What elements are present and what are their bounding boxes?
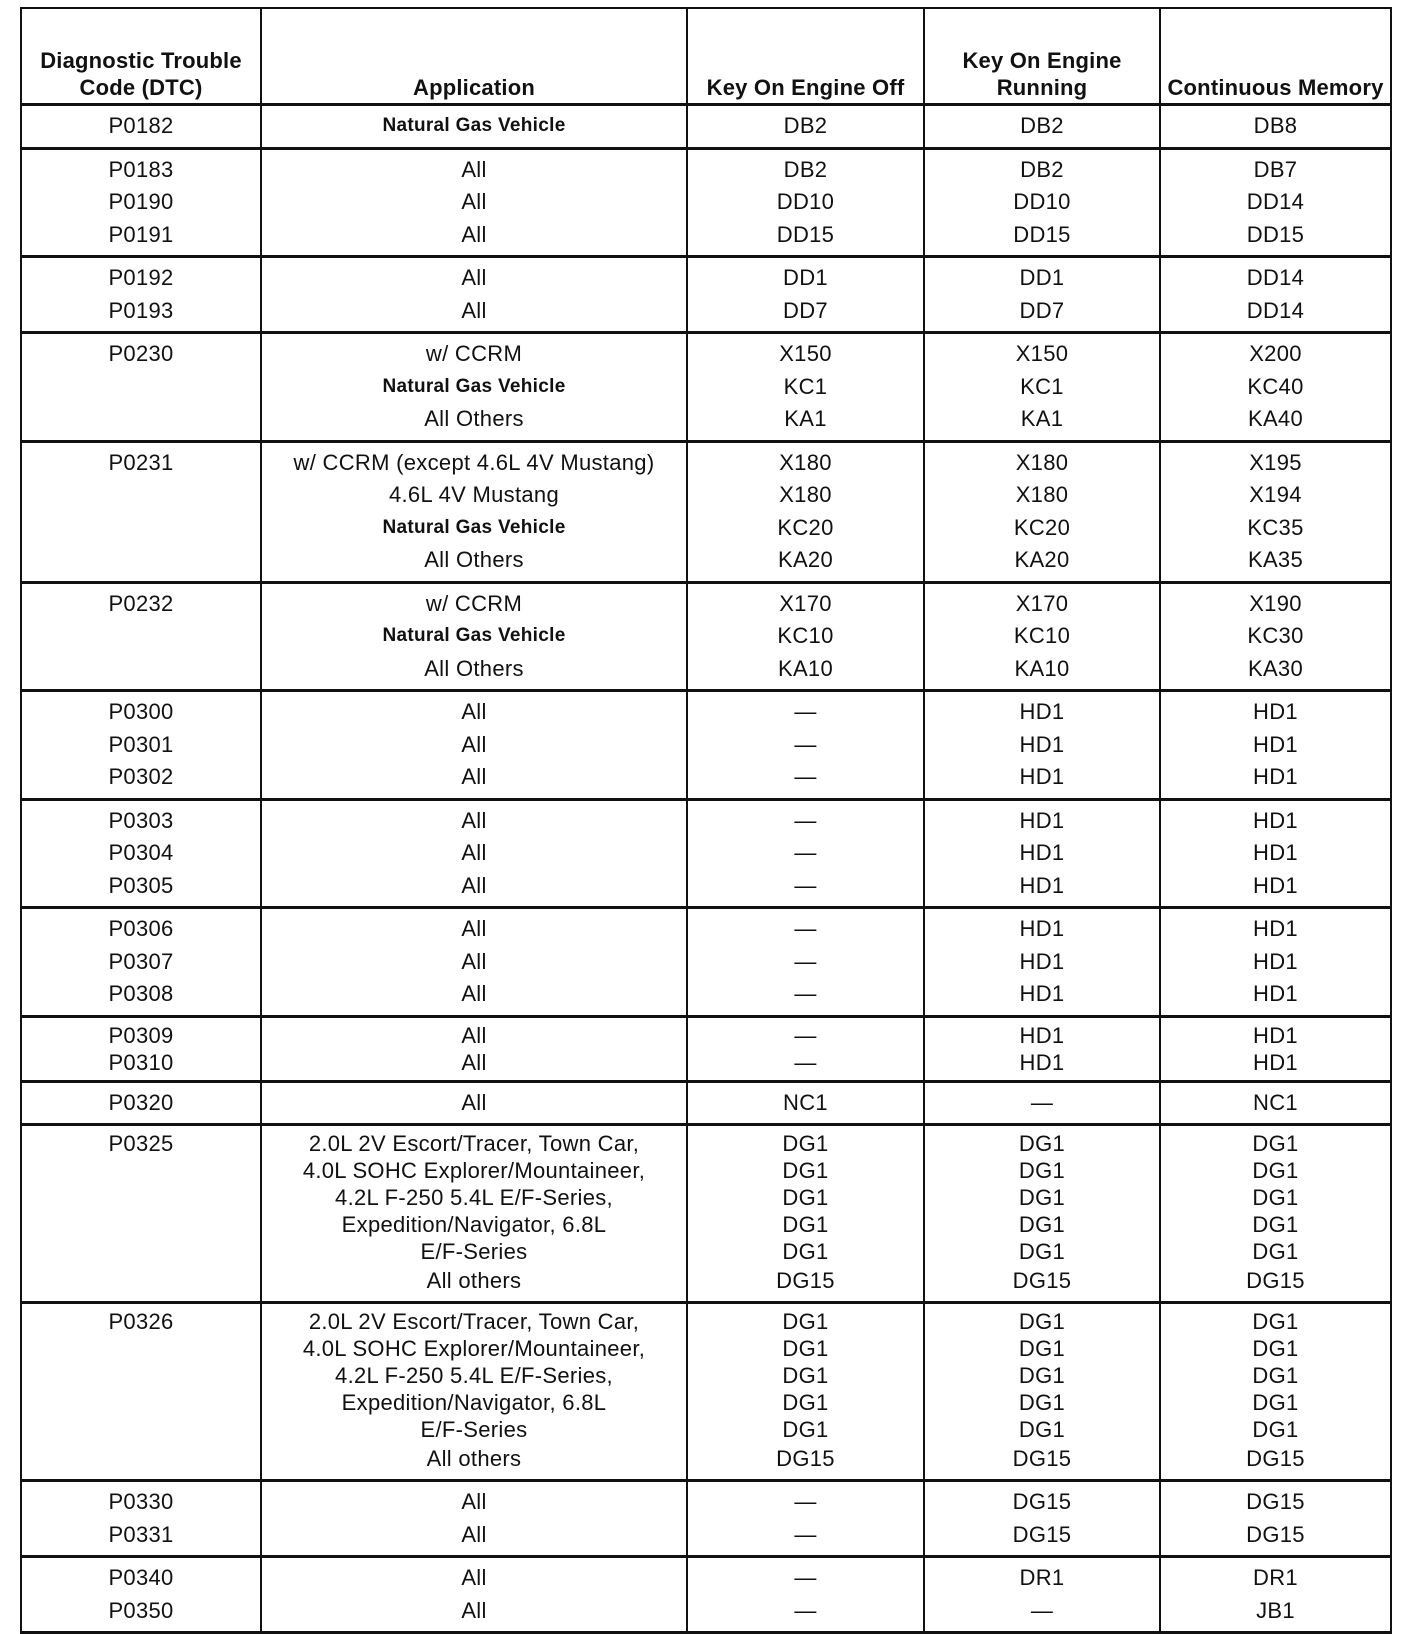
continuous-memory-cell: DG15 bbox=[1160, 1519, 1391, 1557]
continuous-memory-cell: DD14 bbox=[1160, 186, 1391, 219]
key-on-engine-running-cell: DD10 bbox=[924, 186, 1160, 219]
continuous-memory-cell: KC35 bbox=[1160, 512, 1391, 545]
key-on-engine-running-cell: DG1 bbox=[924, 1389, 1160, 1416]
application-cell: All bbox=[261, 908, 687, 946]
key-on-engine-running-cell: KC10 bbox=[924, 620, 1160, 653]
table-row bbox=[21, 946, 1391, 979]
table-row bbox=[21, 978, 1391, 1016]
continuous-memory-cell: DD14 bbox=[1160, 295, 1391, 333]
dtc-code-cell: P0301 bbox=[21, 729, 261, 762]
continuous-memory-cell: DG15 bbox=[1160, 1481, 1391, 1519]
key-on-engine-running-cell: KA10 bbox=[924, 653, 1160, 691]
dtc-group bbox=[21, 582, 1391, 691]
key-on-engine-running-cell: HD1 bbox=[924, 908, 1160, 946]
dtc-code-cell bbox=[21, 1416, 261, 1443]
key-on-engine-running-cell: KC20 bbox=[924, 512, 1160, 545]
table-row bbox=[21, 691, 1391, 729]
dtc-code-cell: P0320 bbox=[21, 1081, 261, 1125]
dtc-group bbox=[21, 1125, 1391, 1303]
dtc-code-cell bbox=[21, 512, 261, 545]
key-on-engine-running-cell: DG15 bbox=[924, 1443, 1160, 1481]
key-on-engine-running-cell: HD1 bbox=[924, 1016, 1160, 1049]
table-row bbox=[21, 799, 1391, 837]
key-on-engine-off-cell: X170 bbox=[687, 582, 924, 620]
application-cell: All bbox=[261, 257, 687, 295]
continuous-memory-cell: DG1 bbox=[1160, 1362, 1391, 1389]
key-on-engine-off-cell: DG1 bbox=[687, 1184, 924, 1211]
continuous-memory-cell: X195 bbox=[1160, 441, 1391, 479]
application-cell: All bbox=[261, 729, 687, 762]
application-cell: All bbox=[261, 1016, 687, 1049]
continuous-memory-cell: JB1 bbox=[1160, 1595, 1391, 1633]
key-on-engine-off-cell: DG1 bbox=[687, 1362, 924, 1389]
key-on-engine-running-cell: KA1 bbox=[924, 403, 1160, 441]
table-row bbox=[21, 479, 1391, 512]
key-on-engine-off-cell: KC1 bbox=[687, 371, 924, 404]
application-cell: All Others bbox=[261, 544, 687, 582]
key-on-engine-off-cell: DD1 bbox=[687, 257, 924, 295]
continuous-memory-cell: HD1 bbox=[1160, 1016, 1391, 1049]
table-row bbox=[21, 1157, 1391, 1184]
application-cell: 4.0L SOHC Explorer/Mountaineer, bbox=[261, 1157, 687, 1184]
continuous-memory-cell: HD1 bbox=[1160, 946, 1391, 979]
key-on-engine-off-cell: — bbox=[687, 946, 924, 979]
application-cell: All bbox=[261, 148, 687, 186]
application-cell: All others bbox=[261, 1443, 687, 1481]
key-on-engine-off-cell: DG1 bbox=[687, 1389, 924, 1416]
dtc-code-cell: P0192 bbox=[21, 257, 261, 295]
table-row bbox=[21, 186, 1391, 219]
table-row bbox=[21, 1265, 1391, 1303]
key-on-engine-running-cell: DB2 bbox=[924, 105, 1160, 149]
table-row bbox=[21, 1595, 1391, 1633]
table-row bbox=[21, 1557, 1391, 1595]
key-on-engine-off-cell: DD10 bbox=[687, 186, 924, 219]
key-on-engine-running-cell: HD1 bbox=[924, 837, 1160, 870]
application-cell: All bbox=[261, 1049, 687, 1082]
key-on-engine-running-cell: HD1 bbox=[924, 946, 1160, 979]
table-row bbox=[21, 1303, 1391, 1336]
dtc-code-cell bbox=[21, 1335, 261, 1362]
key-on-engine-running-cell: DG1 bbox=[924, 1303, 1160, 1336]
dtc-table bbox=[20, 7, 1392, 1634]
dtc-code-cell: P0302 bbox=[21, 761, 261, 799]
key-on-engine-running-cell: DG1 bbox=[924, 1125, 1160, 1158]
dtc-code-cell: P0193 bbox=[21, 295, 261, 333]
continuous-memory-cell: DG1 bbox=[1160, 1184, 1391, 1211]
application-cell: All bbox=[261, 978, 687, 1016]
key-on-engine-running-cell: HD1 bbox=[924, 761, 1160, 799]
key-on-engine-running-cell: DG15 bbox=[924, 1265, 1160, 1303]
application-cell: 2.0L 2V Escort/Tracer, Town Car, bbox=[261, 1303, 687, 1336]
dtc-code-cell: P0306 bbox=[21, 908, 261, 946]
table-row bbox=[21, 1519, 1391, 1557]
key-on-engine-off-cell: DB2 bbox=[687, 105, 924, 149]
continuous-memory-cell: HD1 bbox=[1160, 799, 1391, 837]
key-on-engine-running-cell: DG1 bbox=[924, 1416, 1160, 1443]
dtc-code-cell bbox=[21, 1265, 261, 1303]
dtc-code-cell bbox=[21, 653, 261, 691]
continuous-memory-cell: DD14 bbox=[1160, 257, 1391, 295]
application-cell: All bbox=[261, 1595, 687, 1633]
key-on-engine-off-cell: DB2 bbox=[687, 148, 924, 186]
dtc-group bbox=[21, 691, 1391, 800]
application-cell: All bbox=[261, 1081, 687, 1125]
continuous-memory-cell: X194 bbox=[1160, 479, 1391, 512]
key-on-engine-running-cell: DG1 bbox=[924, 1211, 1160, 1238]
header-application: Application bbox=[261, 8, 687, 105]
dtc-code-cell: P0182 bbox=[21, 105, 261, 149]
table-row bbox=[21, 1211, 1391, 1238]
table-row bbox=[21, 219, 1391, 257]
dtc-code-cell: P0230 bbox=[21, 333, 261, 371]
key-on-engine-running-cell: — bbox=[924, 1081, 1160, 1125]
table-row bbox=[21, 729, 1391, 762]
continuous-memory-cell: HD1 bbox=[1160, 1049, 1391, 1082]
dtc-group bbox=[21, 1081, 1391, 1125]
dtc-code-cell bbox=[21, 1362, 261, 1389]
key-on-engine-off-cell: DG15 bbox=[687, 1443, 924, 1481]
application-cell: w/ CCRM bbox=[261, 582, 687, 620]
key-on-engine-off-cell: NC1 bbox=[687, 1081, 924, 1125]
continuous-memory-cell: DG15 bbox=[1160, 1443, 1391, 1481]
key-on-engine-off-cell: — bbox=[687, 1519, 924, 1557]
dtc-code-cell: P0191 bbox=[21, 219, 261, 257]
key-on-engine-off-cell: — bbox=[687, 908, 924, 946]
table-row bbox=[21, 1125, 1391, 1158]
dtc-group bbox=[21, 1016, 1391, 1081]
key-on-engine-off-cell: DG1 bbox=[687, 1157, 924, 1184]
application-cell: All bbox=[261, 837, 687, 870]
table-row bbox=[21, 544, 1391, 582]
key-on-engine-off-cell: DD7 bbox=[687, 295, 924, 333]
application-cell: 4.0L SOHC Explorer/Mountaineer, bbox=[261, 1335, 687, 1362]
key-on-engine-off-cell: DG1 bbox=[687, 1303, 924, 1336]
table-row bbox=[21, 653, 1391, 691]
dtc-group bbox=[21, 1557, 1391, 1633]
table-row bbox=[21, 1016, 1391, 1049]
key-on-engine-running-cell: HD1 bbox=[924, 1049, 1160, 1082]
application-cell: 4.2L F-250 5.4L E/F-Series, bbox=[261, 1184, 687, 1211]
application-cell: Expedition/Navigator, 6.8L bbox=[261, 1389, 687, 1416]
dtc-code-cell: P0330 bbox=[21, 1481, 261, 1519]
key-on-engine-off-cell: X180 bbox=[687, 479, 924, 512]
key-on-engine-off-cell: KC20 bbox=[687, 512, 924, 545]
table-row bbox=[21, 837, 1391, 870]
dtc-code-cell bbox=[21, 1184, 261, 1211]
table-row bbox=[21, 1416, 1391, 1443]
application-cell: All bbox=[261, 186, 687, 219]
dtc-group bbox=[21, 148, 1391, 257]
table-row bbox=[21, 1081, 1391, 1125]
dtc-code-cell: P0326 bbox=[21, 1303, 261, 1336]
continuous-memory-cell: KA40 bbox=[1160, 403, 1391, 441]
continuous-memory-cell: NC1 bbox=[1160, 1081, 1391, 1125]
table-row bbox=[21, 870, 1391, 908]
key-on-engine-running-cell: DG1 bbox=[924, 1335, 1160, 1362]
continuous-memory-cell: HD1 bbox=[1160, 978, 1391, 1016]
table-row bbox=[21, 1238, 1391, 1265]
continuous-memory-cell: DG1 bbox=[1160, 1335, 1391, 1362]
dtc-code-cell: P0183 bbox=[21, 148, 261, 186]
key-on-engine-off-cell: — bbox=[687, 870, 924, 908]
continuous-memory-cell: DG1 bbox=[1160, 1211, 1391, 1238]
key-on-engine-running-cell: X150 bbox=[924, 333, 1160, 371]
dtc-group bbox=[21, 1481, 1391, 1557]
dtc-code-cell bbox=[21, 544, 261, 582]
application-cell: 4.6L 4V Mustang bbox=[261, 479, 687, 512]
dtc-group bbox=[21, 908, 1391, 1017]
continuous-memory-cell: HD1 bbox=[1160, 837, 1391, 870]
application-cell: All Others bbox=[261, 653, 687, 691]
application-cell: Natural Gas Vehicle bbox=[261, 512, 687, 545]
key-on-engine-running-cell: KC1 bbox=[924, 371, 1160, 404]
continuous-memory-cell: DG1 bbox=[1160, 1389, 1391, 1416]
dtc-group bbox=[21, 1303, 1391, 1481]
continuous-memory-cell: HD1 bbox=[1160, 870, 1391, 908]
dtc-group bbox=[21, 333, 1391, 442]
continuous-memory-cell: KA35 bbox=[1160, 544, 1391, 582]
dtc-code-cell: P0231 bbox=[21, 441, 261, 479]
application-cell: Natural Gas Vehicle bbox=[261, 620, 687, 653]
header-row bbox=[21, 8, 1391, 105]
key-on-engine-off-cell: — bbox=[687, 1481, 924, 1519]
table-row bbox=[21, 295, 1391, 333]
application-cell: All bbox=[261, 1481, 687, 1519]
dtc-code-cell bbox=[21, 620, 261, 653]
table-row bbox=[21, 1335, 1391, 1362]
key-on-engine-running-cell: HD1 bbox=[924, 870, 1160, 908]
continuous-memory-cell: DG1 bbox=[1160, 1303, 1391, 1336]
application-cell: 4.2L F-250 5.4L E/F-Series, bbox=[261, 1362, 687, 1389]
application-cell: All bbox=[261, 1519, 687, 1557]
key-on-engine-running-cell: DR1 bbox=[924, 1557, 1160, 1595]
continuous-memory-cell: DR1 bbox=[1160, 1557, 1391, 1595]
continuous-memory-cell: DB8 bbox=[1160, 105, 1391, 149]
key-on-engine-off-cell: X150 bbox=[687, 333, 924, 371]
application-cell: All bbox=[261, 1557, 687, 1595]
dtc-code-cell: P0310 bbox=[21, 1049, 261, 1082]
key-on-engine-off-cell: — bbox=[687, 837, 924, 870]
application-cell: All bbox=[261, 870, 687, 908]
dtc-code-cell: P0190 bbox=[21, 186, 261, 219]
key-on-engine-running-cell: DB2 bbox=[924, 148, 1160, 186]
continuous-memory-cell: KC30 bbox=[1160, 620, 1391, 653]
dtc-group bbox=[21, 441, 1391, 582]
key-on-engine-off-cell: — bbox=[687, 799, 924, 837]
key-on-engine-running-cell: HD1 bbox=[924, 799, 1160, 837]
table-row bbox=[21, 257, 1391, 295]
key-on-engine-off-cell: DG15 bbox=[687, 1265, 924, 1303]
continuous-memory-cell: X190 bbox=[1160, 582, 1391, 620]
dtc-code-cell bbox=[21, 1238, 261, 1265]
key-on-engine-off-cell: — bbox=[687, 1557, 924, 1595]
application-cell: All bbox=[261, 761, 687, 799]
table-row bbox=[21, 1443, 1391, 1481]
table-row bbox=[21, 908, 1391, 946]
continuous-memory-cell: DG1 bbox=[1160, 1157, 1391, 1184]
dtc-code-cell: P0325 bbox=[21, 1125, 261, 1158]
table-row bbox=[21, 371, 1391, 404]
key-on-engine-off-cell: — bbox=[687, 1016, 924, 1049]
dtc-code-cell: P0232 bbox=[21, 582, 261, 620]
continuous-memory-cell: DG1 bbox=[1160, 1416, 1391, 1443]
dtc-group bbox=[21, 799, 1391, 908]
table-row bbox=[21, 441, 1391, 479]
continuous-memory-cell: KC40 bbox=[1160, 371, 1391, 404]
application-cell: All bbox=[261, 219, 687, 257]
dtc-group bbox=[21, 105, 1391, 149]
table-row bbox=[21, 620, 1391, 653]
application-cell: E/F-Series bbox=[261, 1416, 687, 1443]
application-cell: All Others bbox=[261, 403, 687, 441]
key-on-engine-off-cell: DG1 bbox=[687, 1335, 924, 1362]
dtc-code-cell bbox=[21, 479, 261, 512]
continuous-memory-cell: HD1 bbox=[1160, 729, 1391, 762]
application-cell: Natural Gas Vehicle bbox=[261, 105, 687, 149]
dtc-code-cell bbox=[21, 403, 261, 441]
key-on-engine-running-cell: DG1 bbox=[924, 1238, 1160, 1265]
application-cell: All bbox=[261, 691, 687, 729]
application-cell: 2.0L 2V Escort/Tracer, Town Car, bbox=[261, 1125, 687, 1158]
key-on-engine-off-cell: DG1 bbox=[687, 1416, 924, 1443]
key-on-engine-off-cell: — bbox=[687, 1595, 924, 1633]
table-row bbox=[21, 761, 1391, 799]
dtc-code-cell: P0300 bbox=[21, 691, 261, 729]
key-on-engine-running-cell: X180 bbox=[924, 441, 1160, 479]
header-key-on-engine-off: Key On Engine Off bbox=[687, 8, 924, 105]
continuous-memory-cell: HD1 bbox=[1160, 761, 1391, 799]
key-on-engine-running-cell: X170 bbox=[924, 582, 1160, 620]
key-on-engine-running-cell: DD1 bbox=[924, 257, 1160, 295]
key-on-engine-running-cell: HD1 bbox=[924, 729, 1160, 762]
table-row bbox=[21, 512, 1391, 545]
key-on-engine-off-cell: X180 bbox=[687, 441, 924, 479]
application-cell: All bbox=[261, 799, 687, 837]
dtc-code-cell: P0350 bbox=[21, 1595, 261, 1633]
dtc-code-cell bbox=[21, 1389, 261, 1416]
header-continuous-memory: Continuous Memory bbox=[1160, 8, 1391, 105]
key-on-engine-running-cell: X180 bbox=[924, 479, 1160, 512]
key-on-engine-off-cell: — bbox=[687, 761, 924, 799]
dtc-code-cell: P0340 bbox=[21, 1557, 261, 1595]
key-on-engine-off-cell: — bbox=[687, 1049, 924, 1082]
key-on-engine-running-cell: HD1 bbox=[924, 691, 1160, 729]
application-cell: Natural Gas Vehicle bbox=[261, 371, 687, 404]
dtc-code-cell bbox=[21, 1211, 261, 1238]
dtc-code-cell: P0303 bbox=[21, 799, 261, 837]
dtc-code-cell: P0331 bbox=[21, 1519, 261, 1557]
key-on-engine-running-cell: DG1 bbox=[924, 1184, 1160, 1211]
table-row bbox=[21, 105, 1391, 149]
continuous-memory-cell: DB7 bbox=[1160, 148, 1391, 186]
table-row bbox=[21, 1362, 1391, 1389]
application-cell: w/ CCRM (except 4.6L 4V Mustang) bbox=[261, 441, 687, 479]
table-row bbox=[21, 148, 1391, 186]
continuous-memory-cell: HD1 bbox=[1160, 691, 1391, 729]
dtc-code-cell: P0305 bbox=[21, 870, 261, 908]
table-row bbox=[21, 582, 1391, 620]
dtc-code-cell bbox=[21, 1443, 261, 1481]
application-cell: w/ CCRM bbox=[261, 333, 687, 371]
key-on-engine-running-cell: HD1 bbox=[924, 978, 1160, 1016]
continuous-memory-cell: DG1 bbox=[1160, 1238, 1391, 1265]
key-on-engine-running-cell: DG15 bbox=[924, 1519, 1160, 1557]
table-row bbox=[21, 333, 1391, 371]
table-row bbox=[21, 403, 1391, 441]
table-row bbox=[21, 1481, 1391, 1519]
key-on-engine-running-cell: KA20 bbox=[924, 544, 1160, 582]
key-on-engine-off-cell: DD15 bbox=[687, 219, 924, 257]
continuous-memory-cell: X200 bbox=[1160, 333, 1391, 371]
application-cell: All bbox=[261, 295, 687, 333]
continuous-memory-cell: DD15 bbox=[1160, 219, 1391, 257]
key-on-engine-off-cell: — bbox=[687, 691, 924, 729]
key-on-engine-off-cell: DG1 bbox=[687, 1238, 924, 1265]
dtc-code-cell: P0304 bbox=[21, 837, 261, 870]
key-on-engine-off-cell: DG1 bbox=[687, 1125, 924, 1158]
dtc-code-cell bbox=[21, 1157, 261, 1184]
continuous-memory-cell: DG1 bbox=[1160, 1125, 1391, 1158]
key-on-engine-off-cell: KA1 bbox=[687, 403, 924, 441]
key-on-engine-running-cell: DG1 bbox=[924, 1157, 1160, 1184]
table-row bbox=[21, 1389, 1391, 1416]
key-on-engine-running-cell: — bbox=[924, 1595, 1160, 1633]
header-dtc: Diagnostic Trouble Code (DTC) bbox=[21, 8, 261, 105]
application-cell: All others bbox=[261, 1265, 687, 1303]
dtc-code-cell bbox=[21, 371, 261, 404]
key-on-engine-off-cell: KC10 bbox=[687, 620, 924, 653]
continuous-memory-cell: HD1 bbox=[1160, 908, 1391, 946]
key-on-engine-running-cell: DD7 bbox=[924, 295, 1160, 333]
continuous-memory-cell: DG15 bbox=[1160, 1265, 1391, 1303]
application-cell: All bbox=[261, 946, 687, 979]
key-on-engine-off-cell: DG1 bbox=[687, 1211, 924, 1238]
key-on-engine-running-cell: DD15 bbox=[924, 219, 1160, 257]
key-on-engine-running-cell: DG15 bbox=[924, 1481, 1160, 1519]
key-on-engine-off-cell: KA20 bbox=[687, 544, 924, 582]
application-cell: E/F-Series bbox=[261, 1238, 687, 1265]
table-row bbox=[21, 1184, 1391, 1211]
application-cell: Expedition/Navigator, 6.8L bbox=[261, 1211, 687, 1238]
key-on-engine-running-cell: DG1 bbox=[924, 1362, 1160, 1389]
dtc-code-cell: P0309 bbox=[21, 1016, 261, 1049]
key-on-engine-off-cell: — bbox=[687, 978, 924, 1016]
key-on-engine-off-cell: KA10 bbox=[687, 653, 924, 691]
continuous-memory-cell: KA30 bbox=[1160, 653, 1391, 691]
dtc-group bbox=[21, 257, 1391, 333]
dtc-code-cell: P0307 bbox=[21, 946, 261, 979]
key-on-engine-off-cell: — bbox=[687, 729, 924, 762]
header-key-on-engine-running: Key On Engine Running bbox=[924, 8, 1160, 105]
table-row bbox=[21, 1049, 1391, 1082]
dtc-code-cell: P0308 bbox=[21, 978, 261, 1016]
